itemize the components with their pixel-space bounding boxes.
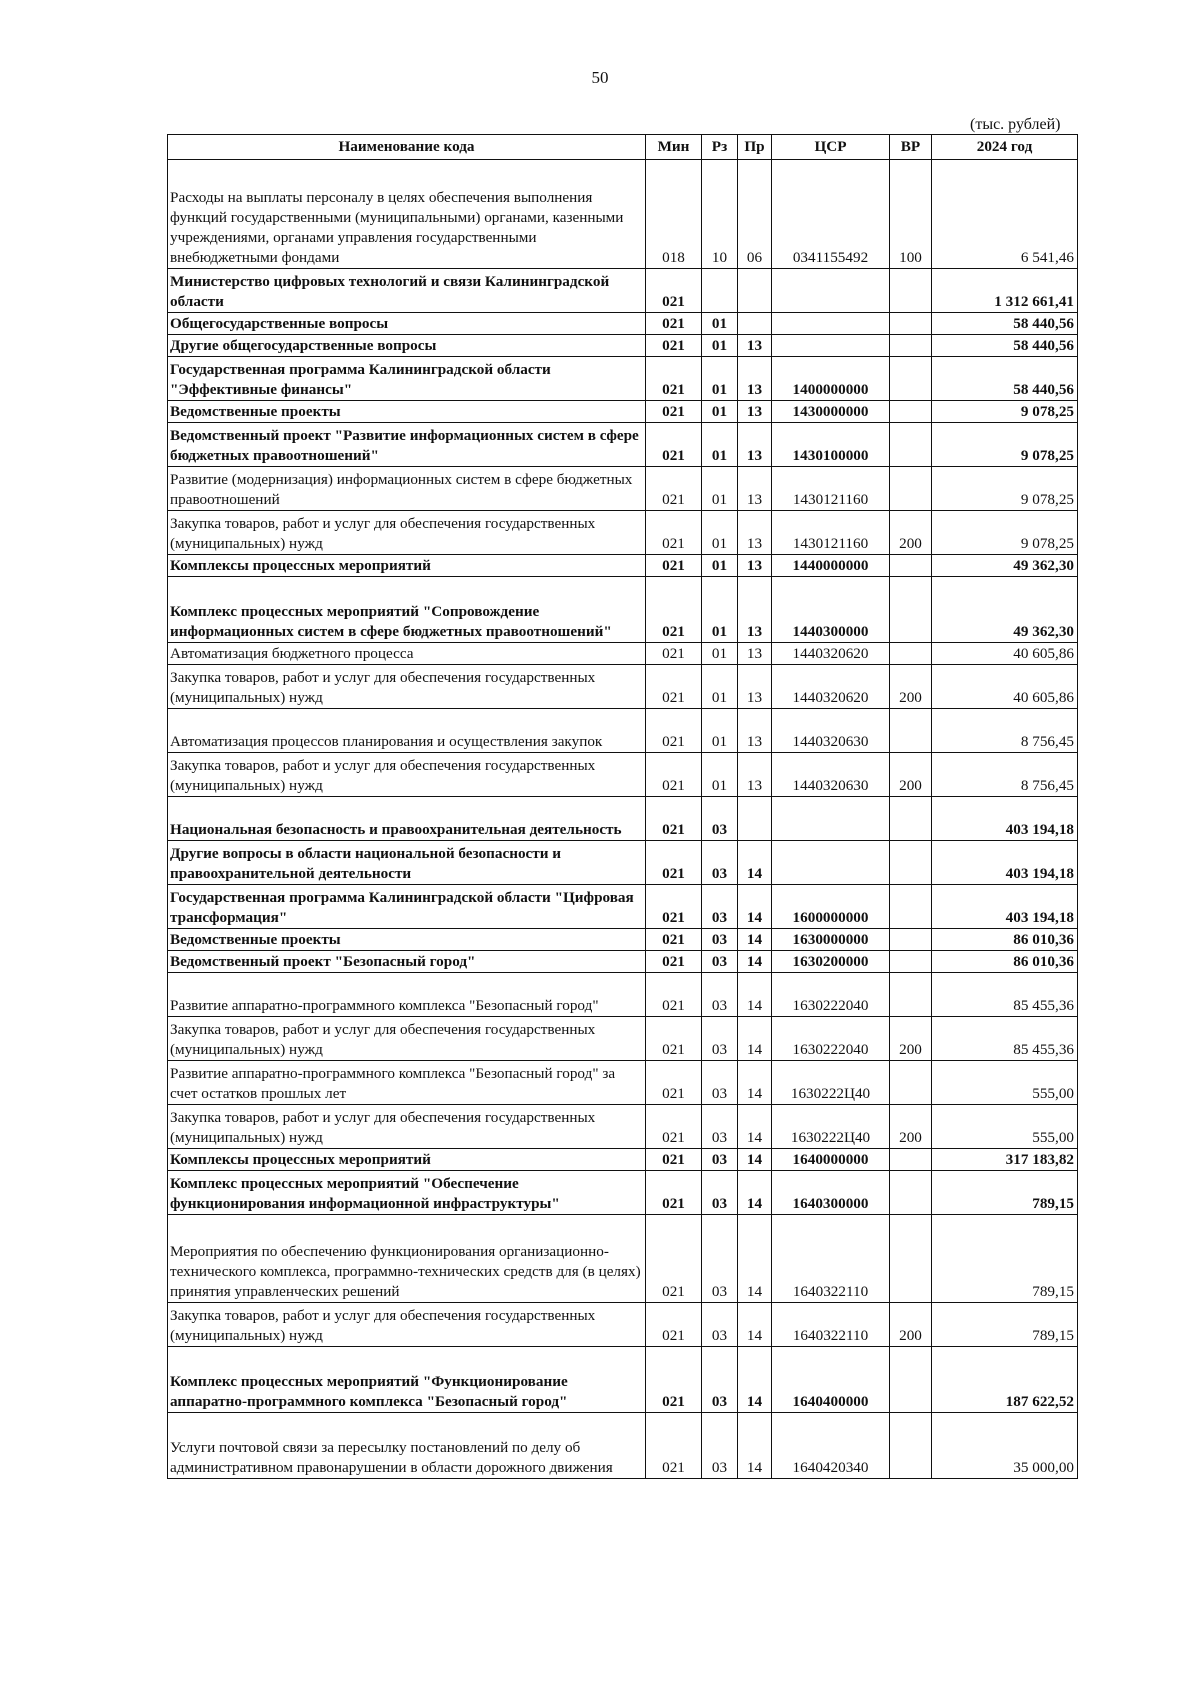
table-row (168, 1061, 1078, 1105)
row-sum: 9 078,25 (932, 423, 1078, 467)
row-name: Государственная программа Калининградской области "Цифровая трансформация" (168, 885, 646, 929)
row-sum: 403 194,18 (932, 841, 1078, 885)
row-sum: 85 455,36 (932, 1017, 1078, 1061)
row-sum: 35 000,00 (932, 1413, 1078, 1479)
row-pr: 13 (738, 643, 772, 665)
row-vr: 200 (890, 1017, 932, 1061)
row-vr (890, 929, 932, 951)
row-sum: 40 605,86 (932, 643, 1078, 665)
row-rz: 01 (702, 335, 738, 357)
row-csr: 1630200000 (772, 951, 890, 973)
table-row (168, 1149, 1078, 1171)
row-vr (890, 973, 932, 1017)
row-rz: 01 (702, 577, 738, 643)
row-vr: 200 (890, 1105, 932, 1149)
row-pr: 13 (738, 401, 772, 423)
row-name: Закупка товаров, работ и услуг для обеспечения государственных (муниципальных) нужд (168, 1303, 646, 1347)
row-rz: 03 (702, 1215, 738, 1303)
row-csr: 1640400000 (772, 1347, 890, 1413)
row-vr (890, 643, 932, 665)
row-sum: 40 605,86 (932, 665, 1078, 709)
row-csr: 1640322110 (772, 1215, 890, 1303)
row-csr (772, 335, 890, 357)
table-row (168, 1215, 1078, 1303)
row-rz: 01 (702, 555, 738, 577)
row-sum: 8 756,45 (932, 753, 1078, 797)
row-name: Автоматизация бюджетного процесса (168, 643, 646, 665)
row-csr: 1440320620 (772, 665, 890, 709)
units-label: (тыс. рублей) (970, 116, 1061, 133)
row-pr: 13 (738, 335, 772, 357)
row-csr: 1440320630 (772, 753, 890, 797)
row-name: Общегосударственные вопросы (168, 313, 646, 335)
row-vr: 100 (890, 160, 932, 269)
table-row (168, 885, 1078, 929)
row-rz: 03 (702, 1149, 738, 1171)
table-row (168, 841, 1078, 885)
row-csr: 0341155492 (772, 160, 890, 269)
row-rz: 01 (702, 401, 738, 423)
row-csr: 1430000000 (772, 401, 890, 423)
row-sum: 789,15 (932, 1303, 1078, 1347)
row-name: Закупка товаров, работ и услуг для обеспечения государственных (муниципальных) нужд (168, 753, 646, 797)
row-sum: 58 440,56 (932, 335, 1078, 357)
table-row (168, 709, 1078, 753)
row-pr (738, 313, 772, 335)
row-name: Комплекс процессных мероприятий "Обеспечение функционирования информационной инфраструктуры" (168, 1171, 646, 1215)
row-pr: 14 (738, 1303, 772, 1347)
row-name: Государственная программа Калининградской области "Эффективные финансы" (168, 357, 646, 401)
table-row (168, 160, 1078, 269)
row-vr: 200 (890, 511, 932, 555)
row-min: 021 (646, 313, 702, 335)
row-csr: 1630222Ц40 (772, 1105, 890, 1149)
row-rz: 01 (702, 643, 738, 665)
row-pr (738, 269, 772, 313)
row-sum: 58 440,56 (932, 313, 1078, 335)
row-csr: 1430121160 (772, 467, 890, 511)
table-row (168, 665, 1078, 709)
row-csr: 1440000000 (772, 555, 890, 577)
header-vr: ВР (890, 135, 932, 160)
row-min: 021 (646, 423, 702, 467)
row-pr: 14 (738, 1171, 772, 1215)
row-csr: 1640322110 (772, 1303, 890, 1347)
row-sum: 555,00 (932, 1105, 1078, 1149)
row-pr: 14 (738, 885, 772, 929)
row-name: Закупка товаров, работ и услуг для обеспечения государственных (муниципальных) нужд (168, 1017, 646, 1061)
row-vr (890, 577, 932, 643)
row-sum: 49 362,30 (932, 555, 1078, 577)
row-vr (890, 1413, 932, 1479)
header-year: 2024 год (932, 135, 1078, 160)
row-min: 021 (646, 665, 702, 709)
table-row (168, 401, 1078, 423)
row-min: 021 (646, 1215, 702, 1303)
row-vr (890, 709, 932, 753)
row-sum: 403 194,18 (932, 797, 1078, 841)
row-rz: 01 (702, 423, 738, 467)
row-rz: 03 (702, 797, 738, 841)
table-header (168, 135, 1078, 160)
table-row (168, 973, 1078, 1017)
row-min: 018 (646, 160, 702, 269)
row-rz: 03 (702, 1347, 738, 1413)
table-row (168, 1105, 1078, 1149)
row-pr: 13 (738, 357, 772, 401)
row-rz: 01 (702, 709, 738, 753)
row-csr: 1630222040 (772, 973, 890, 1017)
budget-table (167, 134, 1078, 1479)
row-rz: 03 (702, 885, 738, 929)
row-sum: 85 455,36 (932, 973, 1078, 1017)
row-pr: 13 (738, 577, 772, 643)
row-sum: 6 541,46 (932, 160, 1078, 269)
row-pr: 13 (738, 511, 772, 555)
row-vr (890, 1149, 932, 1171)
header-rz: Рз (702, 135, 738, 160)
header-pr: Пр (738, 135, 772, 160)
row-name: Расходы на выплаты персоналу в целях обеспечения выполнения функций государственными (муниципальными) органами, казенными учреждениями, органами управления государственными внебюджетными фондами (168, 160, 646, 269)
table-row (168, 511, 1078, 555)
row-name: Услуги почтовой связи за пересылку постановлений по делу об административном правонарушении в области дорожного движения (168, 1413, 646, 1479)
row-pr: 13 (738, 709, 772, 753)
row-rz: 10 (702, 160, 738, 269)
row-vr (890, 1347, 932, 1413)
table-row (168, 797, 1078, 841)
table-row (168, 269, 1078, 313)
row-rz: 03 (702, 841, 738, 885)
row-pr: 14 (738, 1061, 772, 1105)
row-pr: 14 (738, 1413, 772, 1479)
table-row (168, 753, 1078, 797)
row-min: 021 (646, 1413, 702, 1479)
row-csr (772, 797, 890, 841)
row-pr: 14 (738, 929, 772, 951)
row-sum: 86 010,36 (932, 929, 1078, 951)
row-name: Национальная безопасность и правоохранительная деятельность (168, 797, 646, 841)
row-vr (890, 1171, 932, 1215)
row-vr (890, 423, 932, 467)
row-sum: 8 756,45 (932, 709, 1078, 753)
row-min: 021 (646, 1303, 702, 1347)
row-rz: 03 (702, 1413, 738, 1479)
row-pr: 13 (738, 753, 772, 797)
row-csr (772, 269, 890, 313)
row-min: 021 (646, 577, 702, 643)
row-pr (738, 797, 772, 841)
row-name: Ведомственный проект "Безопасный город" (168, 951, 646, 973)
row-name: Комплекс процессных мероприятий "Функционирование аппаратно-программного комплекса "Безопасный город" (168, 1347, 646, 1413)
row-min: 021 (646, 885, 702, 929)
row-vr: 200 (890, 753, 932, 797)
row-sum: 403 194,18 (932, 885, 1078, 929)
row-csr: 1630000000 (772, 929, 890, 951)
row-csr: 1640300000 (772, 1171, 890, 1215)
row-name: Развитие аппаратно-программного комплекса "Безопасный город" (168, 973, 646, 1017)
table-row (168, 577, 1078, 643)
row-vr (890, 797, 932, 841)
row-sum: 9 078,25 (932, 511, 1078, 555)
row-rz: 03 (702, 1105, 738, 1149)
row-name: Другие вопросы в области национальной безопасности и правоохранительной деятельности (168, 841, 646, 885)
table-row (168, 1413, 1078, 1479)
row-pr: 14 (738, 951, 772, 973)
row-csr: 1630222040 (772, 1017, 890, 1061)
row-vr (890, 401, 932, 423)
row-vr (890, 555, 932, 577)
row-pr: 13 (738, 665, 772, 709)
row-sum: 317 183,82 (932, 1149, 1078, 1171)
row-min: 021 (646, 467, 702, 511)
row-name: Ведомственные проекты (168, 401, 646, 423)
row-pr: 14 (738, 1017, 772, 1061)
row-csr (772, 313, 890, 335)
row-rz: 03 (702, 973, 738, 1017)
table-row (168, 335, 1078, 357)
row-min: 021 (646, 1105, 702, 1149)
row-min: 021 (646, 841, 702, 885)
row-sum: 9 078,25 (932, 401, 1078, 423)
row-pr: 13 (738, 555, 772, 577)
row-rz: 03 (702, 1171, 738, 1215)
row-min: 021 (646, 357, 702, 401)
row-min: 021 (646, 555, 702, 577)
row-min: 021 (646, 797, 702, 841)
table-row (168, 929, 1078, 951)
table-row (168, 1171, 1078, 1215)
row-min: 021 (646, 753, 702, 797)
row-pr: 14 (738, 1149, 772, 1171)
row-min: 021 (646, 643, 702, 665)
table-body (168, 160, 1078, 1479)
row-min: 021 (646, 929, 702, 951)
row-csr: 1640420340 (772, 1413, 890, 1479)
row-csr: 1600000000 (772, 885, 890, 929)
row-name: Ведомственные проекты (168, 929, 646, 951)
row-csr: 1440320620 (772, 643, 890, 665)
row-vr (890, 1215, 932, 1303)
row-name: Министерство цифровых технологий и связи Калининградской области (168, 269, 646, 313)
row-min: 021 (646, 1149, 702, 1171)
row-vr (890, 885, 932, 929)
row-min: 021 (646, 951, 702, 973)
row-sum: 9 078,25 (932, 467, 1078, 511)
row-sum: 789,15 (932, 1171, 1078, 1215)
row-pr: 06 (738, 160, 772, 269)
row-rz (702, 269, 738, 313)
row-rz: 03 (702, 1017, 738, 1061)
row-csr: 1400000000 (772, 357, 890, 401)
row-name: Закупка товаров, работ и услуг для обеспечения государственных (муниципальных) нужд (168, 665, 646, 709)
table-row (168, 951, 1078, 973)
row-vr (890, 467, 932, 511)
row-name: Ведомственный проект "Развитие информационных систем в сфере бюджетных правоотношений" (168, 423, 646, 467)
row-min: 021 (646, 335, 702, 357)
row-pr: 14 (738, 1105, 772, 1149)
row-rz: 01 (702, 511, 738, 555)
row-name: Закупка товаров, работ и услуг для обеспечения государственных (муниципальных) нужд (168, 1105, 646, 1149)
row-min: 021 (646, 1061, 702, 1105)
row-sum: 555,00 (932, 1061, 1078, 1105)
row-sum: 49 362,30 (932, 577, 1078, 643)
row-vr (890, 335, 932, 357)
table-row (168, 1347, 1078, 1413)
header-csr: ЦСР (772, 135, 890, 160)
row-vr (890, 313, 932, 335)
row-vr: 200 (890, 1303, 932, 1347)
table-row (168, 555, 1078, 577)
row-pr: 13 (738, 467, 772, 511)
row-pr: 14 (738, 1215, 772, 1303)
row-sum: 58 440,56 (932, 357, 1078, 401)
row-csr: 1440300000 (772, 577, 890, 643)
row-name: Автоматизация процессов планирования и осуществления закупок (168, 709, 646, 753)
row-min: 021 (646, 269, 702, 313)
row-csr: 1630222Ц40 (772, 1061, 890, 1105)
table-row (168, 467, 1078, 511)
row-name: Другие общегосударственные вопросы (168, 335, 646, 357)
row-min: 021 (646, 1017, 702, 1061)
row-sum: 86 010,36 (932, 951, 1078, 973)
row-min: 021 (646, 401, 702, 423)
header-name: Наименование кода (168, 135, 646, 160)
row-sum: 789,15 (932, 1215, 1078, 1303)
row-csr (772, 841, 890, 885)
row-pr: 13 (738, 423, 772, 467)
table-row (168, 1303, 1078, 1347)
row-vr (890, 357, 932, 401)
table-row (168, 1017, 1078, 1061)
row-pr: 14 (738, 1347, 772, 1413)
row-csr: 1640000000 (772, 1149, 890, 1171)
row-rz: 03 (702, 1061, 738, 1105)
row-rz: 01 (702, 357, 738, 401)
row-vr (890, 269, 932, 313)
row-name: Комплекс процессных мероприятий "Сопровождение информационных систем в сфере бюджетных правоотношений" (168, 577, 646, 643)
row-min: 021 (646, 973, 702, 1017)
page-number: 50 (591, 68, 609, 87)
row-rz: 03 (702, 929, 738, 951)
table-row (168, 357, 1078, 401)
row-csr: 1440320630 (772, 709, 890, 753)
row-sum: 187 622,52 (932, 1347, 1078, 1413)
row-vr: 200 (890, 665, 932, 709)
table-row (168, 313, 1078, 335)
row-vr (890, 1061, 932, 1105)
row-rz: 03 (702, 1303, 738, 1347)
row-rz: 01 (702, 665, 738, 709)
row-name: Закупка товаров, работ и услуг для обеспечения государственных (муниципальных) нужд (168, 511, 646, 555)
row-min: 021 (646, 511, 702, 555)
row-name: Комплексы процессных мероприятий (168, 555, 646, 577)
header-min: Мин (646, 135, 702, 160)
row-rz: 01 (702, 753, 738, 797)
row-name: Развитие (модернизация) информационных систем в сфере бюджетных правоотношений (168, 467, 646, 511)
row-name: Мероприятия по обеспечению функционирования организационно-технического комплекса, программно-технических средств для (в целях) принятия управленческих решений (168, 1215, 646, 1303)
row-rz: 03 (702, 951, 738, 973)
row-min: 021 (646, 1347, 702, 1413)
row-name: Комплексы процессных мероприятий (168, 1149, 646, 1171)
row-pr: 14 (738, 973, 772, 1017)
row-vr (890, 951, 932, 973)
row-sum: 1 312 661,41 (932, 269, 1078, 313)
row-csr: 1430121160 (772, 511, 890, 555)
row-vr (890, 841, 932, 885)
row-min: 021 (646, 709, 702, 753)
row-pr: 14 (738, 841, 772, 885)
row-rz: 01 (702, 313, 738, 335)
table-row (168, 423, 1078, 467)
row-min: 021 (646, 1171, 702, 1215)
row-csr: 1430100000 (772, 423, 890, 467)
table-row (168, 643, 1078, 665)
row-rz: 01 (702, 467, 738, 511)
row-name: Развитие аппаратно-программного комплекса "Безопасный город" за счет остатков прошлых лет (168, 1061, 646, 1105)
